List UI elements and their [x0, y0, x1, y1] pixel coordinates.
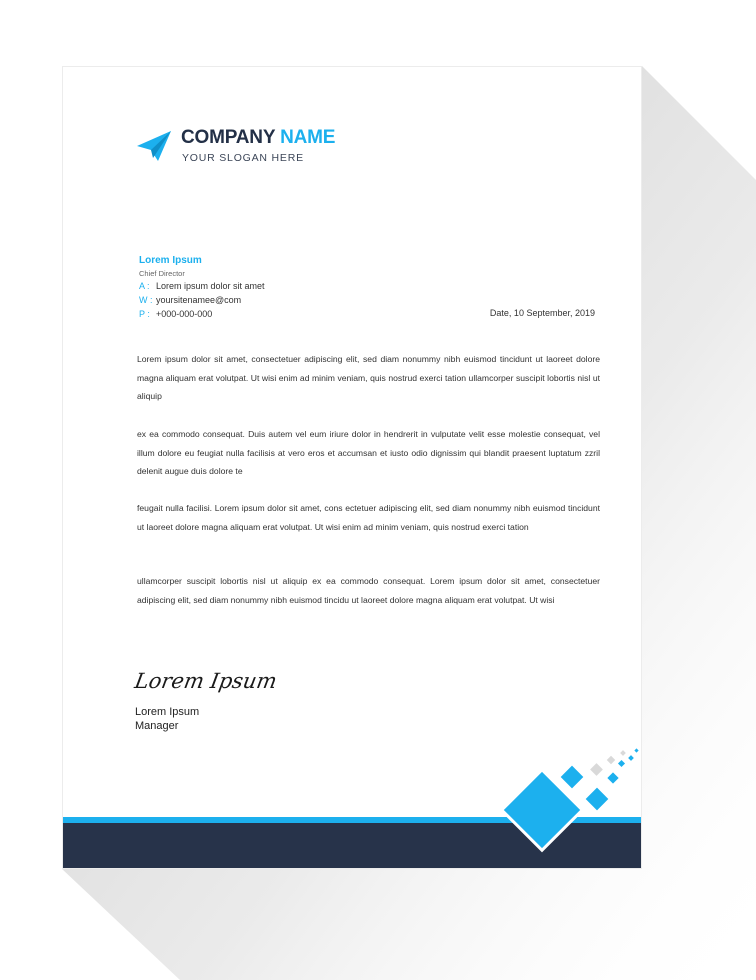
letterhead-page: [62, 66, 642, 869]
handwritten-signature: Lorem Ipsum: [132, 669, 279, 693]
company-name-primary: COMPANY: [181, 127, 275, 148]
footer-diamond-medium: [561, 766, 584, 789]
signer-title: Manager: [135, 720, 179, 732]
company-name-accent: NAME: [280, 127, 336, 148]
footer-diamond-medium: [586, 788, 609, 811]
footer-diamond-gray: [620, 750, 626, 756]
footer-diamond-gray: [607, 756, 615, 764]
footer-diamond-small: [628, 755, 634, 761]
sender-name: Lorem Ipsum: [139, 255, 202, 266]
footer-diamond-small: [618, 760, 625, 767]
contact-label: W :: [139, 295, 153, 305]
signer-name: Lorem Ipsum: [135, 706, 200, 718]
letter-date: Date, 10 September, 2019: [489, 308, 595, 318]
footer-diamond-small: [607, 772, 618, 783]
footer-decoration: [63, 747, 642, 869]
contact-label: A :: [139, 281, 150, 291]
body-paragraph: ullamcorper suscipit lobortis nisl ut aliquip ex ea commodo consequat. Lorem ipsum dolor sit amet, consectetuer adipiscing elit, sed diam nonummy nibh euismod tincidu ut laoreet dolore magna aliquam erat volutpat. Ut wisi: [137, 576, 600, 605]
contact-website: [139, 295, 241, 305]
body-paragraph: feugait nulla facilisi. Lorem ipsum dolor sit amet, cons ectetuer adipiscing elit, sed diam nonummy nibh euismod tincidunt ut laoreet dolore magna aliquam erat volutpat. Ut wisi enim ad minim veniam, quis nostrud exerci tation: [137, 503, 600, 532]
footer-diamond-small: [634, 748, 638, 752]
contact-value: yoursitenamee@com: [156, 295, 242, 305]
sender-role: Chief Director: [139, 269, 185, 278]
company-name: [181, 127, 335, 149]
company-slogan: YOUR SLOGAN HERE: [182, 152, 304, 164]
contact-label: P :: [139, 309, 150, 319]
contact-phone: [139, 309, 212, 319]
contact-address: [139, 281, 265, 291]
footer-diamond-gray: [590, 763, 603, 776]
paper-plane-icon: [137, 131, 171, 161]
contact-value: +000-000-000: [156, 309, 213, 319]
contact-value: Lorem ipsum dolor sit amet: [156, 281, 265, 291]
body-paragraph: ex ea commodo consequat. Duis autem vel eum iriure dolor in hendrerit in vulputate velit esse molestie consequat, vel illum dolore eu feugiat nulla facilisis at vero eros et accumsan et iusto odio dignissim qui blandit praesent luptatum zzril delenit augue duis dolore te: [137, 429, 600, 476]
body-paragraph: Lorem ipsum dolor sit amet, consectetuer adipiscing elit, sed diam nonummy nibh euismod tincidunt ut laoreet dolore magna aliquam erat volutpat. Ut wisi enim ad minim veniam, quis nostrud exerci tation ullamcorper suscipit lobortis nisl ut aliquip: [137, 354, 600, 401]
